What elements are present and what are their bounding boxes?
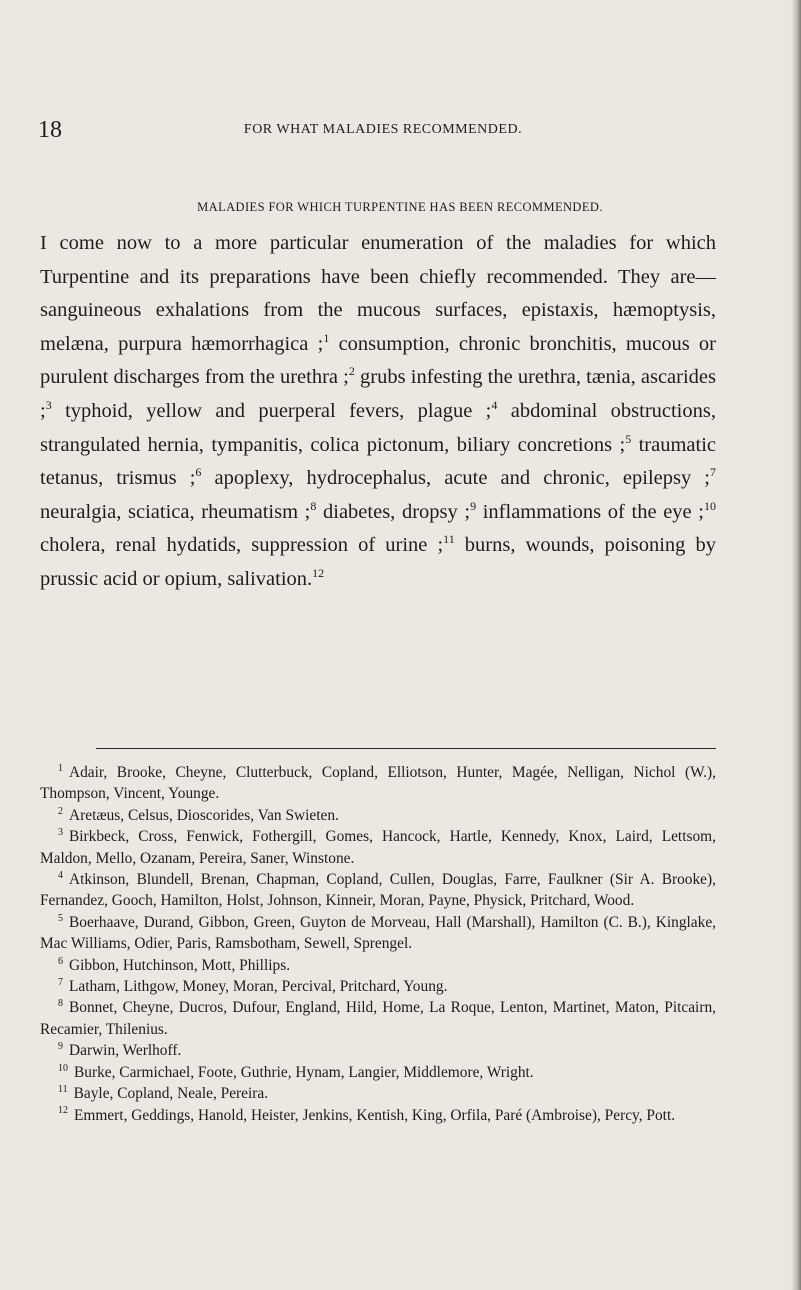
- footnote: [40, 1105, 716, 1126]
- footnote-ref: 3: [45, 398, 52, 413]
- footnote-text: Darwin, Werlhoff.: [69, 1042, 182, 1060]
- footnote-text: Aretæus, Celsus, Dioscorides, Van Swieten.: [69, 806, 339, 824]
- footnote-text: Bonnet, Cheyne, Ducros, Dufour, England, Hild, Home, La Roque, Lenton, Martinet, Maton, Pitcairn, Recamier, Thilenius.: [40, 999, 716, 1038]
- page-number: 18: [38, 117, 62, 143]
- text-segment: neuralgia, sciatica, rheumatism ;: [40, 500, 311, 523]
- footnote-number: 5: [58, 912, 63, 924]
- footnote-ref: 11: [443, 532, 455, 547]
- text-segment: inflammations of the eye ;: [476, 500, 704, 523]
- text-segment: diabetes, dropsy ;: [316, 500, 471, 523]
- paragraph: [40, 227, 716, 597]
- footnote-divider: [96, 748, 716, 749]
- footnote-text: Latham, Lithgow, Money, Moran, Percival, Pritchard, Young.: [69, 978, 448, 996]
- footnote-text: Bayle, Copland, Neale, Pereira.: [73, 1085, 269, 1103]
- body-paragraph: [40, 227, 716, 597]
- footnote-text: Burke, Carmichael, Foote, Guthrie, Hynam, Langier, Middlemore, Wright.: [74, 1063, 534, 1081]
- footnotes: [40, 762, 716, 1126]
- footnote: [40, 1062, 716, 1083]
- footnote-number: 2: [58, 805, 63, 817]
- page-edge-shadow: [791, 0, 801, 1290]
- text-segment: typhoid, yellow and puerperal fevers, plague ;: [51, 399, 492, 422]
- footnote-text: Emmert, Geddings, Hanold, Heister, Jenkins, Kentish, King, Orfila, Paré (Ambroise), Percy, Pott.: [74, 1106, 676, 1124]
- footnote: [40, 826, 716, 869]
- footnote: [40, 997, 716, 1040]
- footnote: [40, 1040, 716, 1061]
- footnote: [40, 1083, 716, 1104]
- running-head: FOR WHAT MALADIES RECOMMENDED.: [243, 122, 523, 137]
- footnote: [40, 976, 716, 997]
- footnote-text: Gibbon, Hutchinson, Mott, Phillips.: [69, 956, 291, 974]
- footnote-ref: 7: [710, 465, 716, 480]
- footnote-number: 11: [58, 1083, 68, 1095]
- footnote: [40, 912, 716, 955]
- footnote-number: 6: [58, 955, 63, 967]
- footnote-ref: 5: [625, 431, 632, 446]
- footnote-text: Boerhaave, Durand, Gibbon, Green, Guyton de Morveau, Hall (Marshall), Hamilton (C. B.), Kinglake, Mac Williams, Odier, Paris, Ramsbotham, Sewell, Sprengel.: [40, 913, 716, 953]
- footnote: [40, 955, 716, 976]
- footnote-number: 10: [58, 1062, 68, 1074]
- footnote-ref: 1: [323, 330, 330, 345]
- text-segment: cholera, renal hydatids, suppression of urine ;: [40, 534, 444, 557]
- text-segment: traumatic tetanus, trismus ;: [40, 433, 716, 490]
- footnote-number: 8: [58, 998, 63, 1010]
- page-header: [38, 110, 728, 150]
- footnote-number: 9: [58, 1041, 63, 1053]
- footnote: [40, 762, 716, 805]
- section-title: MALADIES FOR WHICH TURPENTINE HAS BEEN RECOMMENDED.: [197, 200, 603, 214]
- footnote-ref: 2: [348, 364, 355, 379]
- footnote-number: 12: [58, 1105, 68, 1117]
- text-segment: grubs infesting the urethra, tænia, ascarides ;: [40, 366, 716, 422]
- footnote-ref: 12: [312, 566, 325, 581]
- footnote-text: Birkbeck, Cross, Fenwick, Fothergill, Gomes, Hancock, Hartle, Kennedy, Knox, Laird, Lettsom, Maldon, Mello, Ozanam, Pereira, Saner, Winstone.: [40, 828, 716, 867]
- footnote-number: 3: [58, 827, 63, 839]
- footnote-ref: 10: [703, 498, 716, 513]
- footnote-text: Atkinson, Blundell, Brenan, Chapman, Copland, Cullen, Douglas, Farre, Faulkner (Sir A. Brooke), Fernandez, Gooch, Hamilton, Holst, Johnson, Kinneir, Moran, Payne, Physick, Pritchard, Wood.: [40, 871, 716, 910]
- footnote: [40, 805, 716, 826]
- text-segment: apoplexy, hydrocephalus, acute and chronic, epilepsy ;: [201, 467, 710, 490]
- footnote-text: Adair, Brooke, Cheyne, Clutterbuck, Copland, Elliotson, Hunter, Magée, Nelligan, Nichol (W.), Thompson, Vincent, Younge.: [40, 764, 716, 803]
- footnote: [40, 869, 716, 912]
- footnote-number: 7: [58, 976, 63, 988]
- text-segment: consumption, chronic bronchitis, mucous or purulent discharges from the urethra ;: [40, 332, 716, 389]
- footnote-ref: 9: [470, 498, 477, 513]
- footnote-number: 1: [58, 762, 63, 774]
- footnote-number: 4: [58, 869, 63, 881]
- footnote-ref: 6: [195, 465, 202, 480]
- footnote-ref: 8: [310, 498, 317, 513]
- footnote-ref: 4: [491, 398, 498, 413]
- text-segment: I come now to a more particular enumeration of the maladies for which Turpentine and its preparations have been chiefly recommended. They are—sanguineous exhalations from the mucous surfaces, epistaxis, hæmoptysis, melæna, purpura hæmorrhagica ;: [40, 232, 716, 355]
- text-segment: abdominal obstructions, strangulated hernia, tympanitis, colica pictonum, biliary concretions ;: [40, 399, 716, 456]
- text-segment: burns, wounds, poisoning by prussic acid or opium, salivation.: [40, 534, 716, 590]
